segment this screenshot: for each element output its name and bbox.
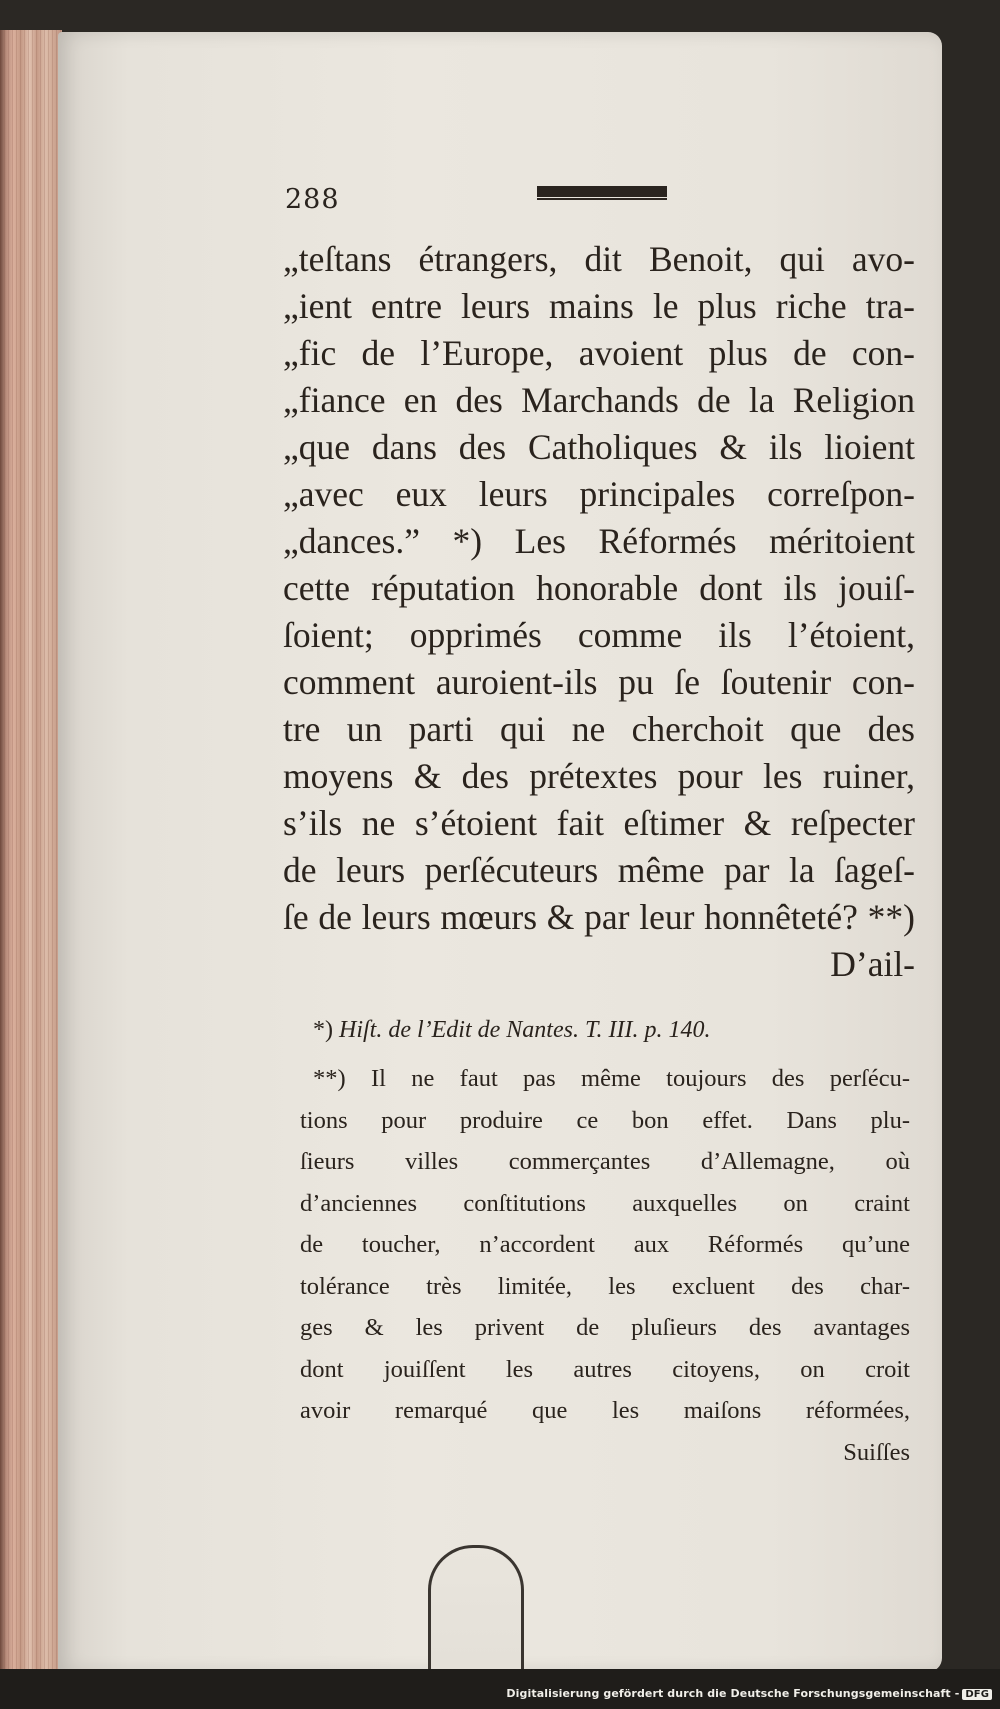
body-line: „dances.” *) Les Réformés méritoient xyxy=(283,521,915,561)
footnote-2 xyxy=(300,1058,910,1473)
body-line: tre un parti qui ne cherchoit que des xyxy=(283,709,915,749)
scan-background-right xyxy=(942,0,1000,1709)
page-number: 288 xyxy=(285,184,340,215)
body-line: „fiance en des Marchands de la Religion xyxy=(283,380,915,420)
body-line: ſe de leurs mœurs & par leur honnêteté? **) xyxy=(283,897,915,937)
body-line: „teſtans étrangers, dit Benoit, qui avo- xyxy=(283,239,915,279)
footnote-line: **) Il ne faut pas même toujours des perſécu- xyxy=(313,1065,910,1092)
body-text xyxy=(283,236,915,988)
body-line: comment auroient-ils pu ſe ſoutenir con- xyxy=(283,662,915,702)
footnotes xyxy=(300,1012,910,1473)
footnote-line: de toucher, n’accordent aux Réformés qu’une xyxy=(300,1231,910,1258)
footnote-catchword: Suiſſes xyxy=(843,1438,910,1466)
footnote-1-text: Hiſt. de l’Edit de Nantes. T. III. p. 140. xyxy=(339,1017,711,1043)
body-line: „avec eux leurs principales correſpon- xyxy=(283,474,915,514)
body-line: ſoient; opprimés comme ils l’étoient, xyxy=(283,615,915,655)
body-line: „ient entre leurs mains le plus riche tra- xyxy=(283,286,915,326)
credit-text: Digitalisierung gefördert durch die Deutsche Forschungsgemeinschaft - xyxy=(506,1687,960,1700)
header-rule xyxy=(537,186,667,197)
footnote-marker: *) xyxy=(313,1017,333,1043)
footnote-line: avoir remarqué que les maiſons réformées, xyxy=(300,1397,910,1424)
book-page-edges xyxy=(0,30,62,1680)
footnote-1 xyxy=(313,1012,910,1048)
body-line: „fic de l’Europe, avoient plus de con- xyxy=(283,333,915,373)
footnote-line: d’anciennes conſtitutions auxquelles on craint xyxy=(300,1189,910,1217)
body-line: s’ils ne s’étoient fait eſtimer & reſpecter xyxy=(283,803,915,843)
body-line: moyens & des prétextes pour les ruiner, xyxy=(283,756,915,796)
body-line: „que dans des Catholiques & ils lioient xyxy=(283,427,915,467)
dfg-logo-icon: DFG xyxy=(962,1689,992,1700)
footnote-line: tions pour produire ce bon effet. Dans plu- xyxy=(300,1106,910,1134)
scan-background-top xyxy=(0,0,1000,32)
body-line: cette réputation honorable dont ils jouiſ- xyxy=(283,568,915,608)
footnote-line: ſieurs villes commerçantes d’Allemagne, où xyxy=(300,1148,910,1175)
footnote-line: dont jouiſſent les autres citoyens, on croit xyxy=(300,1355,910,1383)
footnote-line: tolérance très limitée, les excluent des char- xyxy=(300,1272,910,1300)
footnote-line: ges & les privent de pluſieurs des avantages xyxy=(300,1314,910,1341)
digitization-credit xyxy=(506,1687,992,1700)
catchword: D’ail- xyxy=(830,944,915,984)
body-line: de leurs perſécuteurs même par la ſageſ- xyxy=(283,850,915,890)
page-holder-finger xyxy=(428,1545,524,1688)
